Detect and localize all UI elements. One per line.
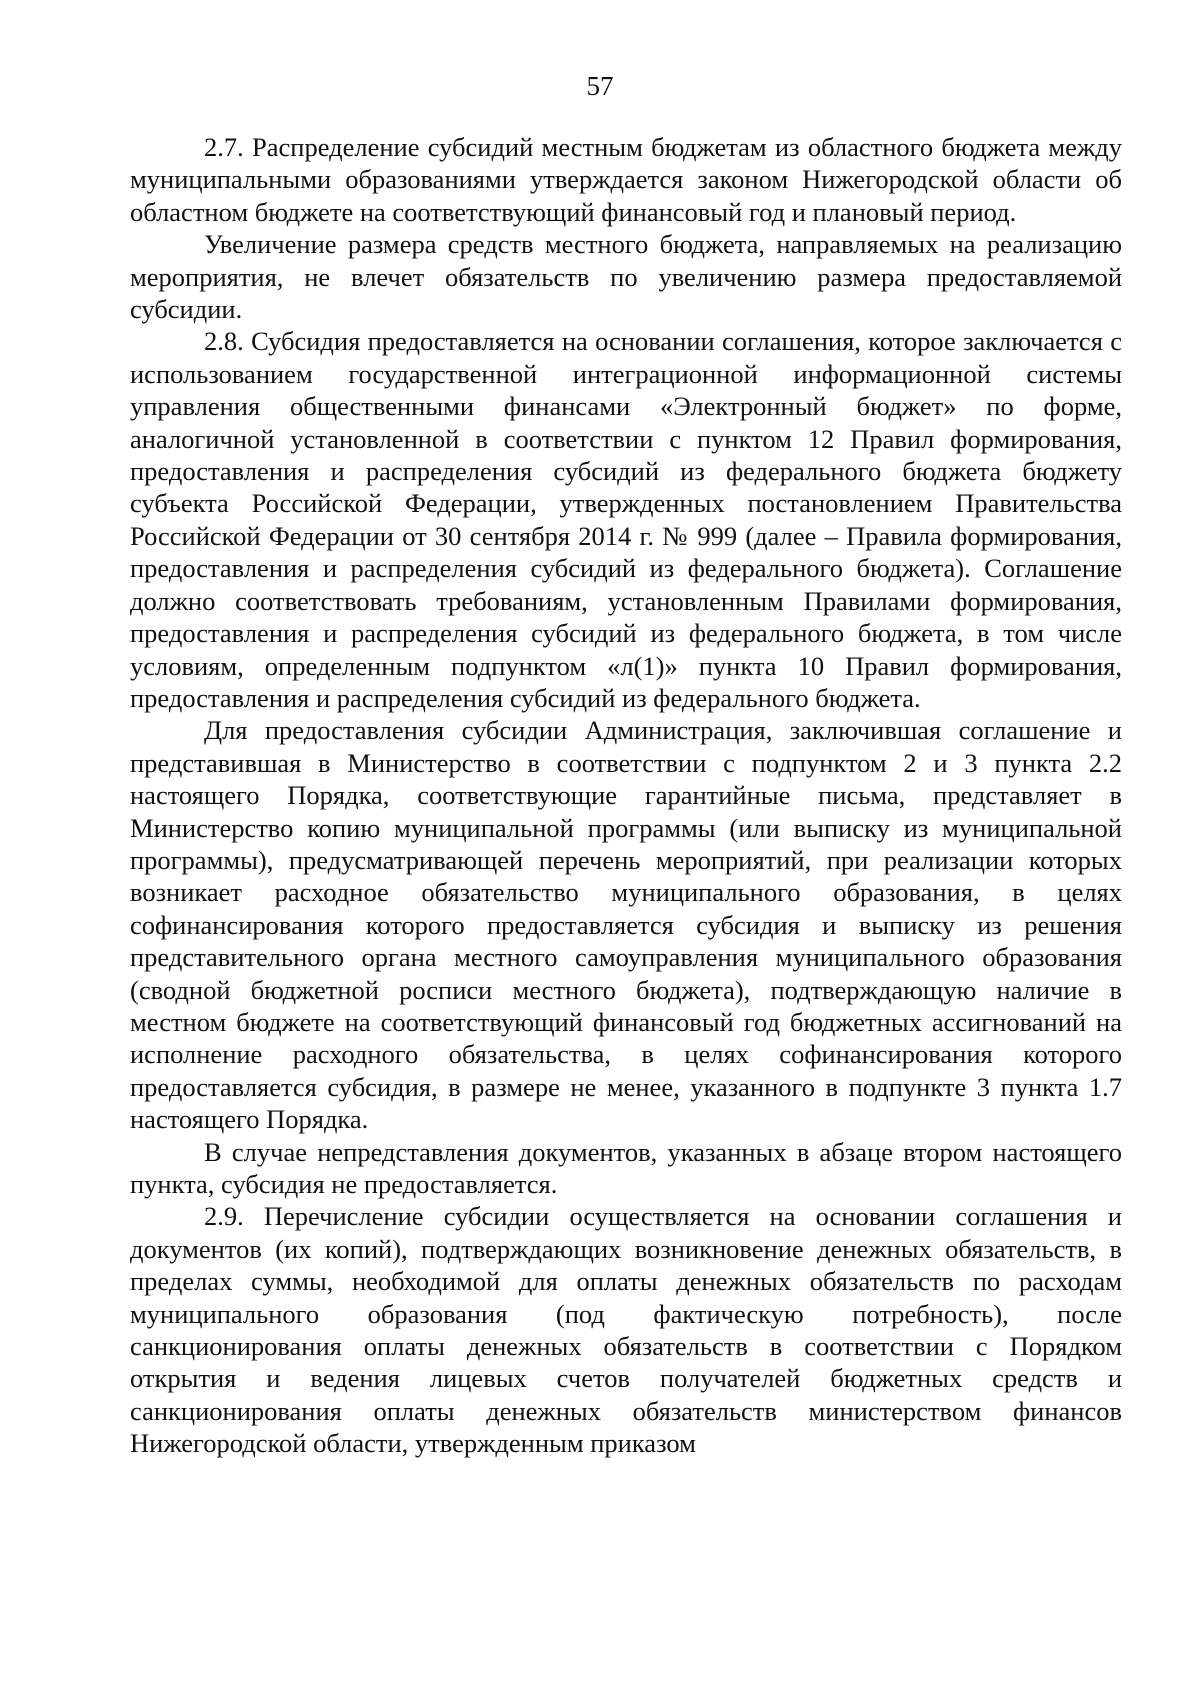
paragraph-budget-increase: Увеличение размера средств местного бюджета, направляемых на реализацию мероприятия, не влечет обязательств по увеличению размера предоставляемой субсидии.: [130, 229, 1122, 325]
paragraph-non-submission: В случае непредставления документов, указанных в абзаце втором настоящего пункта, субсидия не предоставляется.: [130, 1136, 1122, 1199]
paragraph-2-9: 2.9. Перечисление субсидии осуществляется на основании соглашения и документов (их копий), подтверждающих возникновение денежных обязательств, в пределах суммы, необходимой для оплаты денежных обязательств по расходам муниципального образования (под фактическую потребность), после санкционирования оплаты денежных обязательств в соответствии с Порядком открытия и ведения лицевых счетов получателей бюджетных средств и санкционирования оплаты денежных обязательств министерством финансов Нижегородской области, утвержденным приказом: [130, 1201, 1122, 1459]
paragraph-2-8: 2.8. Субсидия предоставляется на основании соглашения, которое заключается с использованием государственной интеграционной информационной системы управления общественными финансами «Электронный бюджет» по форме, аналогичной установленной в соответствии с пунктом 12 Правил формирования, предоставления и распределения субсидий из федерального бюджета бюджету субъекта Российской Федерации, утвержденных постановлением Правительства Российской Федерации от 30 сентября 2014 г. № 999 (далее – Правила формирования, предоставления и распределения субсидий из федерального бюджета). Соглашение должно соответствовать требованиям, установленным Правилами формирования, предоставления и распределения субсидий из федерального бюджета, в том числе условиям, определенным подпунктом «л(1)» пункта 10 Правил формирования, предоставления и распределения субсидий из федерального бюджета.: [130, 326, 1122, 713]
paragraph-2-7: 2.7. Распределение субсидий местным бюджетам из областного бюджета между муниципальными образованиями утверждается законом Нижегородской области об областном бюджете на соответствующий финансовый год и плановый период.: [130, 132, 1122, 227]
paragraph-administration-documents: Для предоставления субсидии Администрация, заключившая соглашение и представившая в Министерство в соответствии с подпунктом 2 и 3 пункта 2.2 настоящего Порядка, соответствующие гарантийные письма, представляет в Министерство копию муниципальной программы (или выписку из муниципальной программы), предусматривающей перечень мероприятий, при реализации которых возникает расходное обязательство муниципального образования, в целях софинансирования которого предоставляется субсидия и выписку из решения представительного органа местного самоуправления муниципального образования (сводной бюджетной росписи местного бюджета), подтверждающую наличие в местном бюджете на соответствующий финансовый год бюджетных ассигнований на исполнение расходного обязательства, в целях софинансирования которого предоставляется субсидия, в размере не менее, указанного в подпункте 3 пункта 1.7 настоящего Порядка.: [130, 715, 1122, 1135]
page-number: 57: [586, 71, 614, 101]
document-body: [130, 131, 1122, 1460]
